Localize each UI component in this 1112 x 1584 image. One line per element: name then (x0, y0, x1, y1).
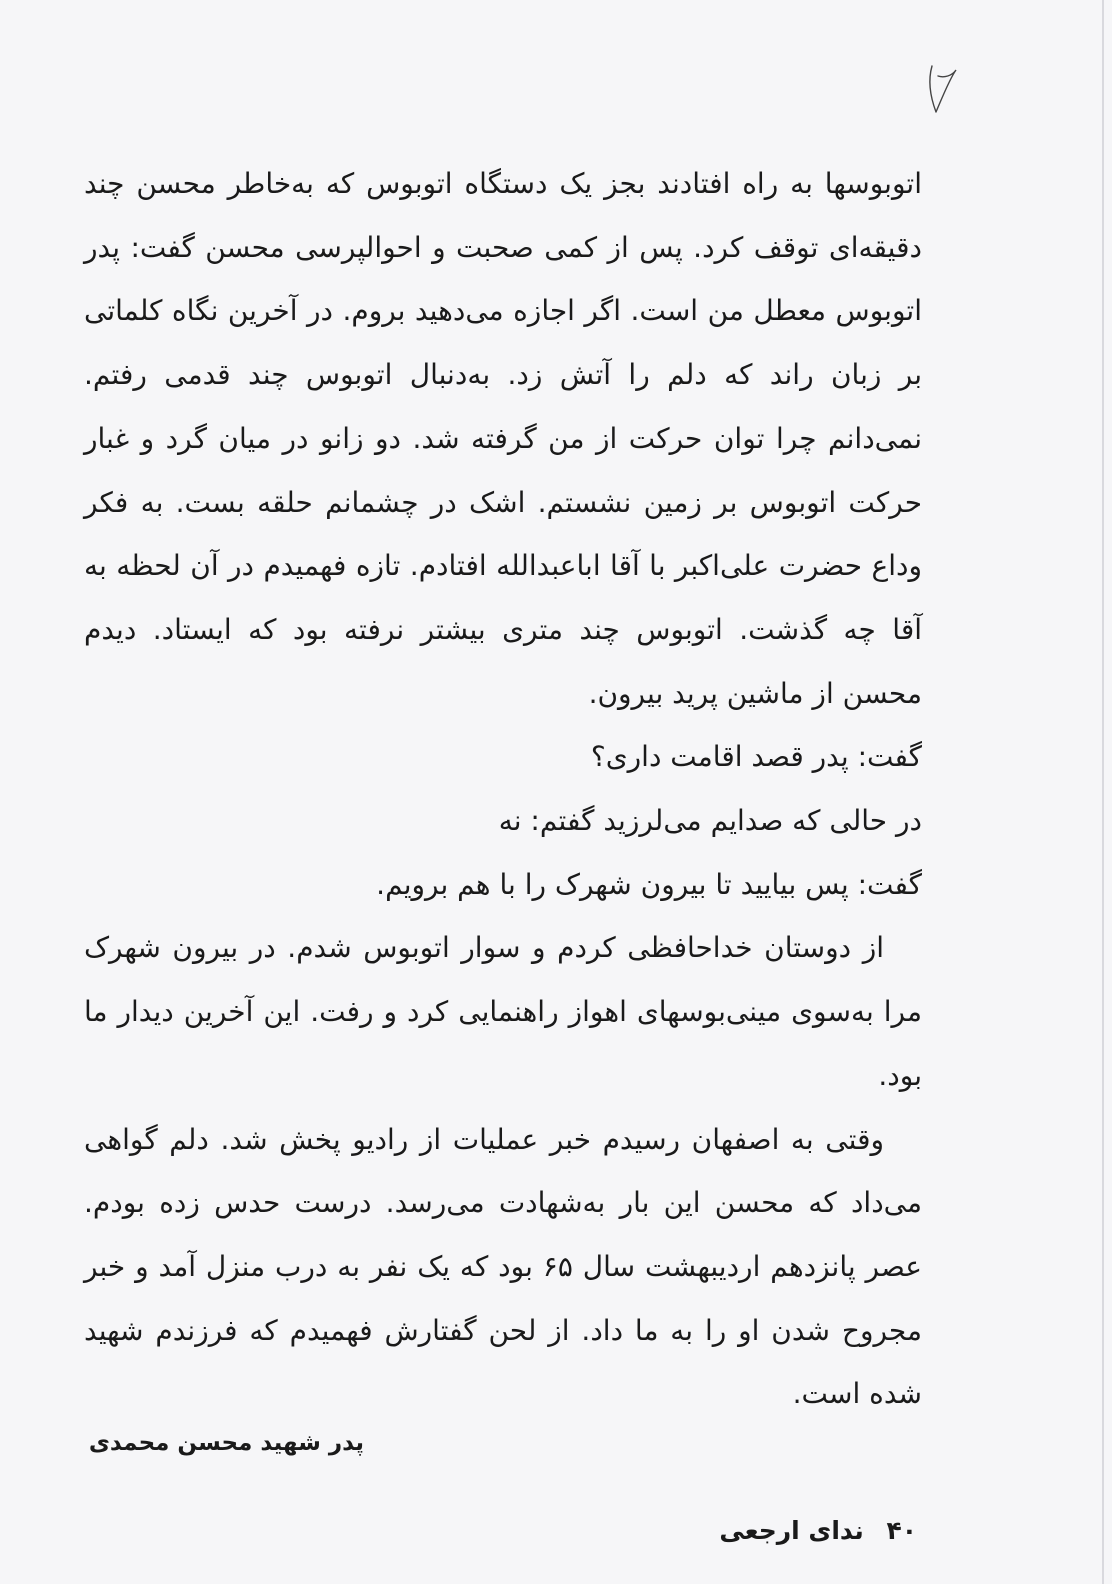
page-edge (1102, 0, 1104, 1584)
handwritten-page-mark (922, 58, 962, 118)
paragraph-3: در حالی که صدایم می‌لرزید گفتم: نه (498, 804, 922, 838)
paragraph-6: وقتی به اصفهان رسیدم خبر عملیات از رادیو پخش شد. دلم گواهی می‌داد که محسن این بار به‌شهادت می‌رسد. درست حدس زده بودم. عصر پانزدهم اردیبهشت سال ۶۵ بود که یک نفر به درب منزل آمد و خبر مجروح شدن او را به ما داد. از لحن گفتارش فهمیدم که فرزندم شهید شده است. (84, 1122, 922, 1411)
page-footer (719, 1516, 917, 1545)
page-number: ۴۰ (886, 1516, 917, 1545)
paragraph-1: اتوبوسها به راه افتادند بجز یک دستگاه اتوبوس که به‌خاطر محسن چند دقیقه‌ای توقف کرد. پس از کمی صحبت و احوالپرسی محسن گفت: پدر اتوبوس معطل من است. اگر اجازه می‌دهید بروم. در آخرین نگاه کلماتی بر زبان راند که دلم را آتش زد. به‌دنبال اتوبوس چند قدمی رفتم. نمی‌دانم چرا توان حرکت از من گرفته شد. دو زانو در میان گرد و غبار حرکت اتوبوس بر زمین نشستم. اشک در چشمانم حلقه بست. به فکر وداع حضرت علی‌اکبر با آقا اباعبدالله افتادم. تازه فهمیدم در آن لحظه به آقا چه گذشت. اتوبوس چند متری بیشتر نرفته بود که ایستاد. دیدم محسن از ماشین پرید بیرون. (84, 167, 922, 710)
body-text (84, 152, 922, 1426)
book-title: ندای ارجعی (719, 1516, 864, 1545)
paragraph-2: گفت: پدر قصد اقامت داری؟ (590, 740, 922, 774)
paragraph-4: گفت: پس بیایید تا بیرون شهرک را با هم برویم. (376, 867, 922, 901)
paragraph-5: از دوستان خداحافظی کردم و سوار اتوبوس شدم. در بیرون شهرک مرا به‌سوی مینی‌بوسهای اهواز راهنمایی کرد و رفت. این آخرین دیدار ما بود. (84, 931, 922, 1092)
signature: پدر شهید محسن محمدی (88, 1430, 364, 1456)
